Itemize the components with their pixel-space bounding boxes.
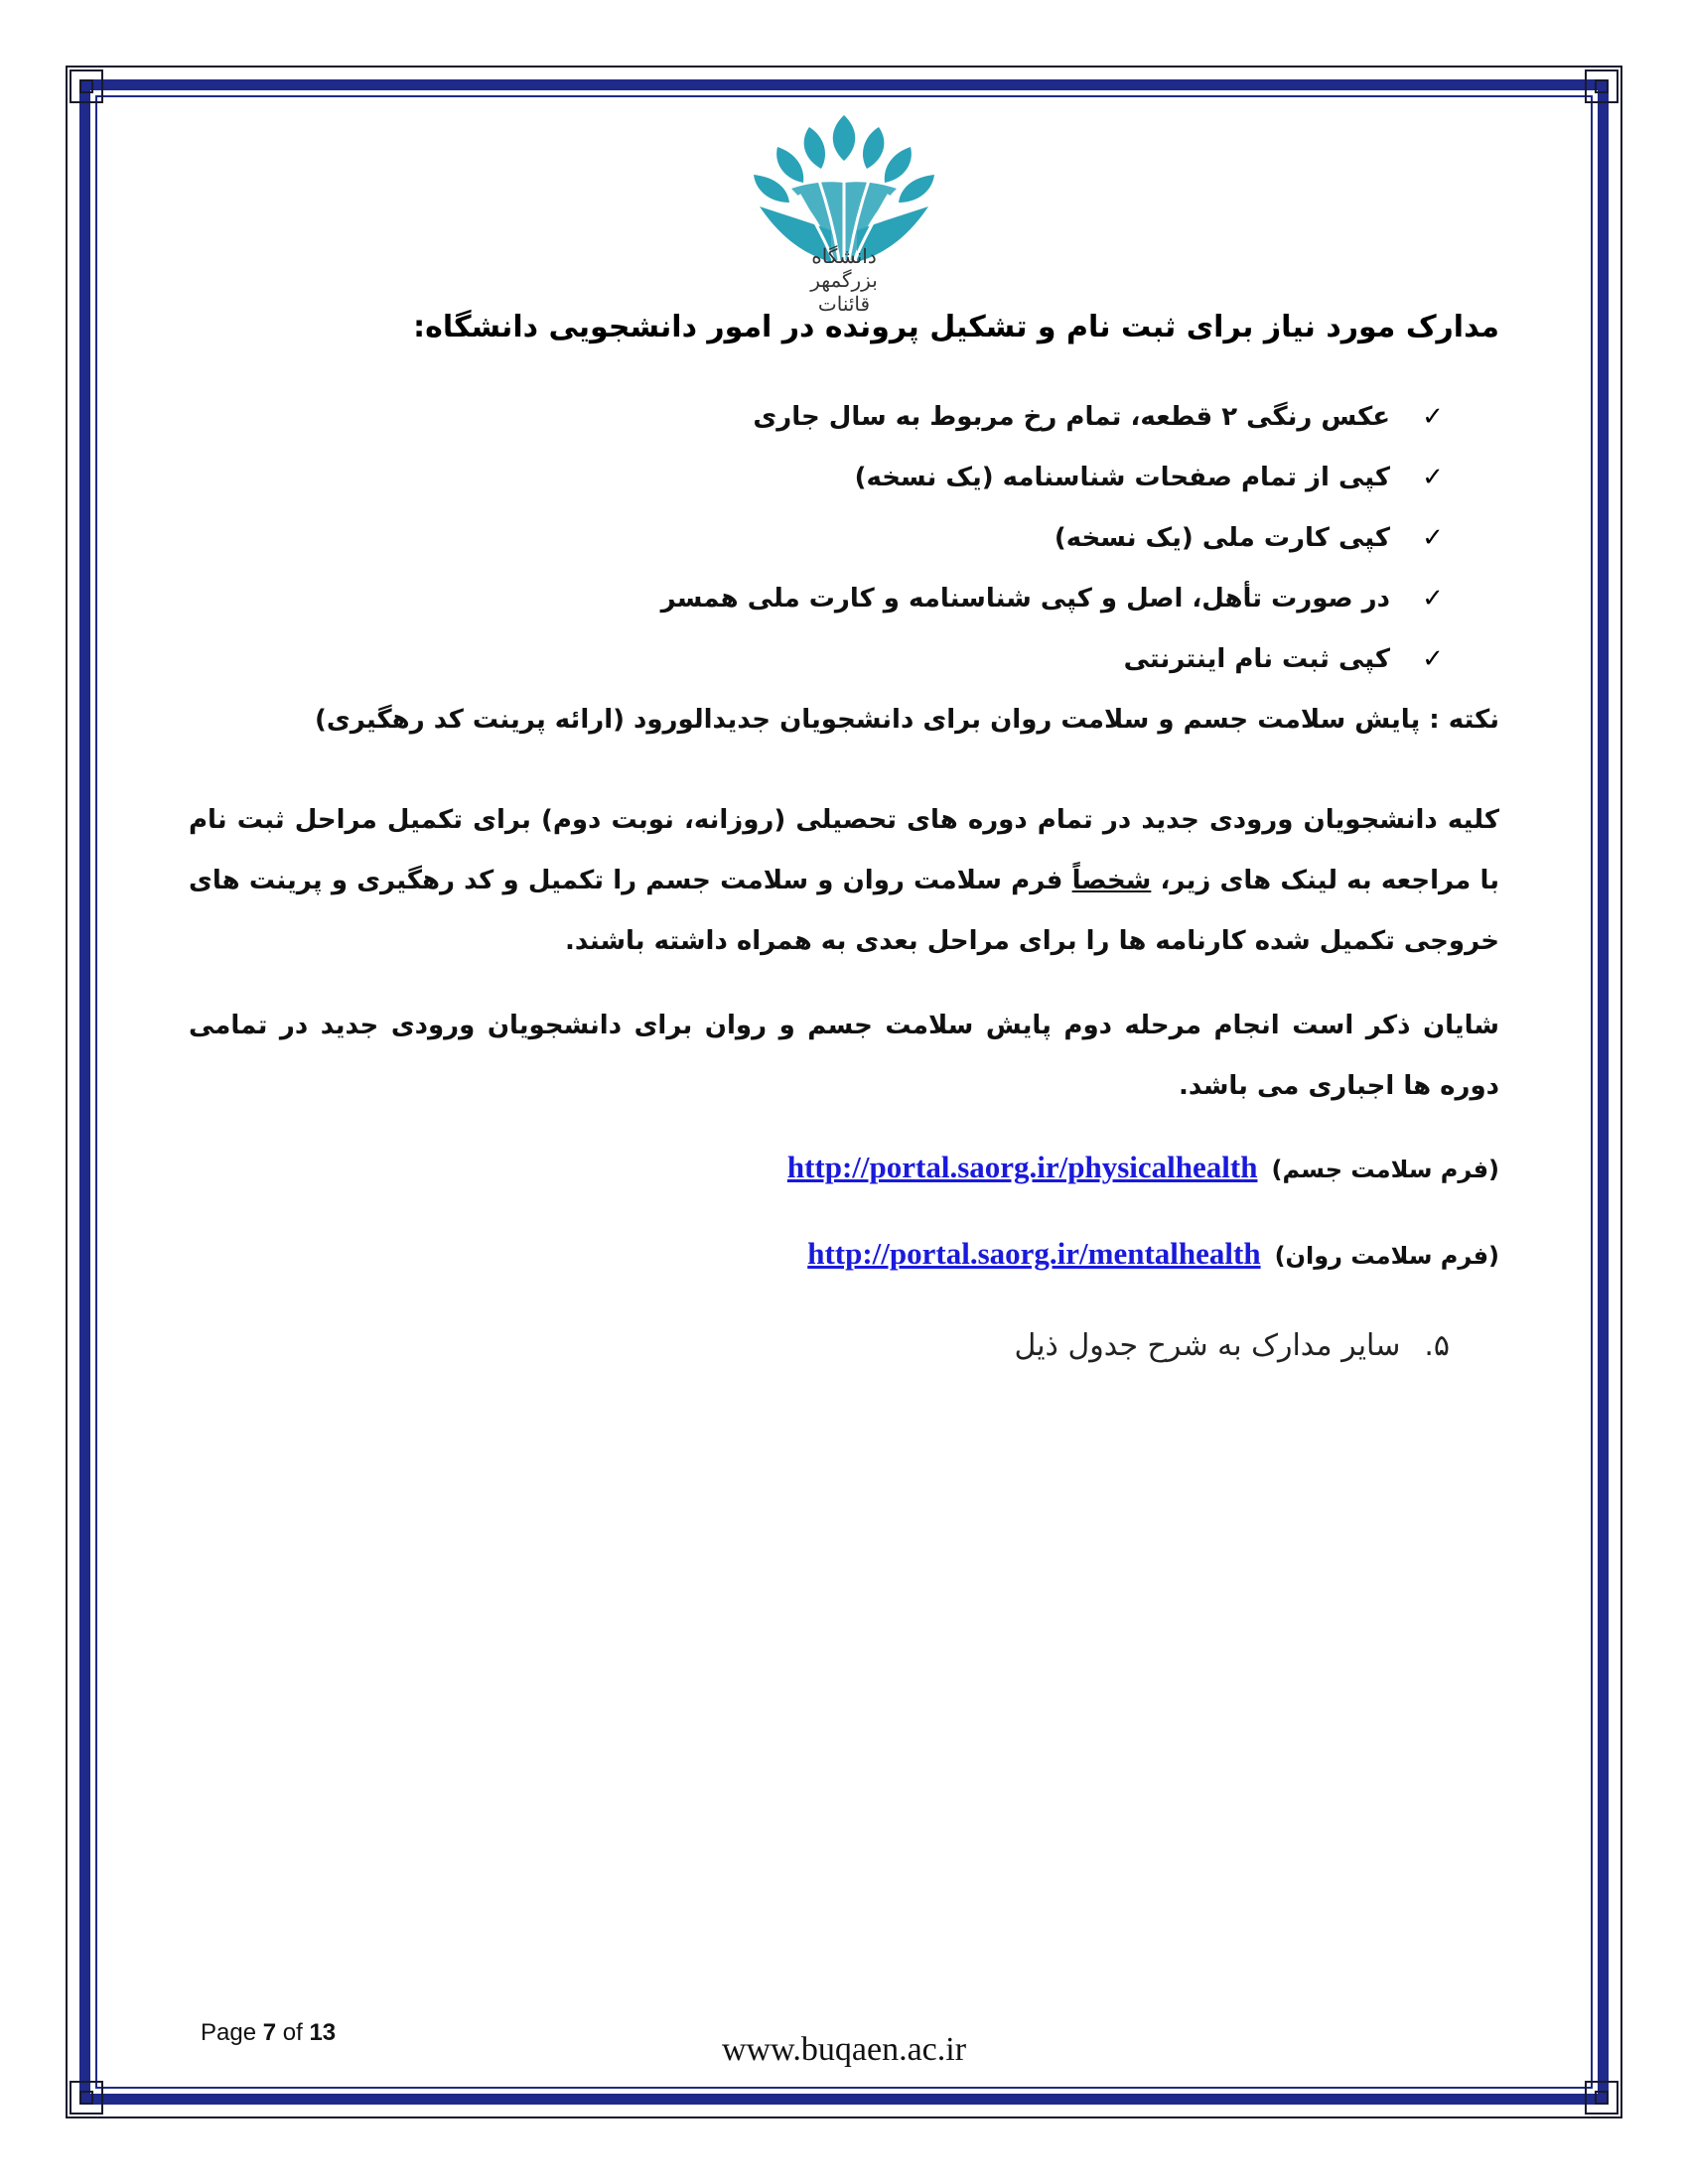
page-prefix: Page	[201, 2019, 257, 2046]
mandatory-paragraph: شایان ذکر است انجام مرحله دوم پایش سلامت جسم و روان برای دانشجویان ورودی جدید در تمامی دوره ها اجباری می باشد.	[189, 1011, 1499, 1101]
list-item-number: ۵.	[1424, 1328, 1450, 1363]
instructions-text-end: فرم سلامت روان و سلامت جسم را تکمیل و کد رهگیری و پرینت های خروجی تکمیل شده کارنامه ها را برای مراحل بعدی به همراه داشته باشند.	[189, 866, 1499, 956]
documents-checklist	[357, 397, 1450, 700]
checklist-item	[357, 458, 1450, 518]
list-item-5	[357, 1328, 1450, 1363]
checklist-item-text: عکس رنگی ۲ قطعه، تمام رخ مربوط به سال جاری	[753, 402, 1390, 432]
check-icon: ✓	[1422, 644, 1444, 674]
page-total: 13	[309, 2019, 337, 2046]
checklist-item	[357, 518, 1450, 579]
frame-corner-bottom-right	[1585, 2081, 1618, 2115]
check-icon: ✓	[1422, 584, 1444, 614]
health-note: نکته : پایش سلامت جسم و سلامت روان برای دانشجویان جدیدالورود (ارائه پرینت کد رهگیری)	[315, 705, 1499, 735]
check-icon: ✓	[1422, 402, 1444, 432]
mental-health-label: (فرم سلامت روان)	[1274, 1242, 1499, 1270]
frame-corner-bottom-left	[70, 2081, 103, 2115]
mental-health-link[interactable]: http://portal.saorg.ir/mentalhealth	[807, 1236, 1261, 1271]
checklist-item-text: کپی ثبت نام اینترنتی	[1123, 644, 1390, 674]
checklist-item-text: کپی کارت ملی (یک نسخه)	[1054, 523, 1390, 553]
page-number	[201, 2019, 336, 2047]
checklist-item	[357, 639, 1450, 700]
list-item-text: سایر مدارک به شرح جدول ذیل	[1014, 1328, 1401, 1363]
checklist-item-text: در صورت تأهل، اصل و کپی شناسنامه و کارت ملی همسر	[660, 584, 1390, 614]
instructions-emphasis: شخصاً	[1071, 866, 1152, 895]
check-icon: ✓	[1422, 463, 1444, 492]
page-of: of	[282, 2019, 303, 2046]
frame-corner-top-left	[70, 69, 103, 103]
physical-health-label: (فرم سلامت جسم)	[1271, 1156, 1499, 1183]
mental-health-row	[189, 1236, 1499, 1272]
footer-website: www.buqaen.ac.ir	[721, 2031, 967, 2068]
page-heading: مدارک مورد نیاز برای ثبت نام و تشکیل پرونده در امور دانشجویی دانشگاه:	[413, 310, 1499, 344]
frame-corner-top-right	[1585, 69, 1618, 103]
checklist-item-text: کپی از تمام صفحات شناسنامه (یک نسخه)	[854, 463, 1390, 492]
physical-health-link[interactable]: http://portal.saorg.ir/physicalhealth	[786, 1150, 1258, 1184]
checklist-item	[357, 579, 1450, 639]
instructions-paragraph	[189, 790, 1499, 972]
check-icon: ✓	[1422, 523, 1444, 553]
physical-health-row	[189, 1150, 1499, 1185]
page-current: 7	[262, 2019, 277, 2046]
checklist-item	[357, 397, 1450, 458]
logo-text: دانشگاه بزرگمهر قائنات	[810, 244, 878, 316]
instructions-text-start: کلیه دانشجویان ورودی جدید در تمام دوره های تحصیلی (روزانه، نوبت دوم) برای تکمیل مراحل ثبت نام با مراجعه به لینک های زیر،	[189, 805, 1499, 895]
